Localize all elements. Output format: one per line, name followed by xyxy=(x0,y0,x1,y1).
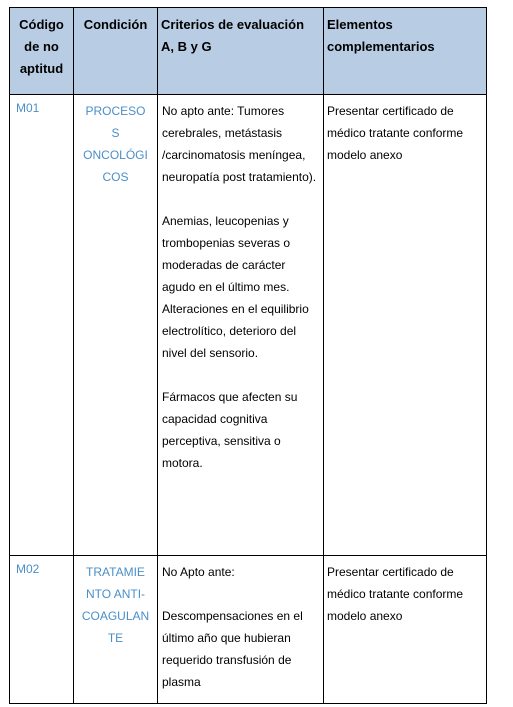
row-code: M01 xyxy=(10,95,74,556)
table-row xyxy=(10,556,487,704)
header-elements: Elementos complementarios xyxy=(324,8,487,95)
criteria-paragraph: No Apto ante: xyxy=(162,565,235,579)
header-condition: Condición xyxy=(74,8,158,95)
criteria-paragraph: Anemias, leucopenias y trombopenias severas o moderadas de carácter agudo en el último mes. Alteraciones en el equilibrio electrolítico, deterioro del nivel del sensorio. xyxy=(162,214,309,360)
row-condition: TRATAMIE NTO ANTI- COAGULAN TE xyxy=(74,556,158,704)
table-row xyxy=(10,95,487,556)
header-criteria: Criterios de evaluación A, B y G xyxy=(158,8,324,95)
row-criteria xyxy=(158,556,324,704)
row-elements: Presentar certificado de médico tratante conforme modelo anexo xyxy=(324,556,487,704)
criteria-paragraph: No apto ante: Tumores cerebrales, metástasis /carcinomatosis meníngea, neuropatía post tratamiento). xyxy=(162,104,317,184)
table-header-row xyxy=(10,8,487,95)
requirements-table xyxy=(9,7,487,704)
row-criteria xyxy=(158,95,324,556)
row-elements: Presentar certificado de médico tratante conforme modelo anexo xyxy=(324,95,487,556)
criteria-paragraph: Descompensaciones en el último año que hubieran requerido transfusión de plasma xyxy=(162,609,303,689)
criteria-paragraph: Fármacos que afecten su capacidad cognitiva perceptiva, sensitiva o motora. xyxy=(162,390,298,470)
row-code: M02 xyxy=(10,556,74,704)
header-code: Código de no aptitud xyxy=(10,8,74,95)
row-condition: PROCESO S ONCOLÓGI COS xyxy=(74,95,158,556)
